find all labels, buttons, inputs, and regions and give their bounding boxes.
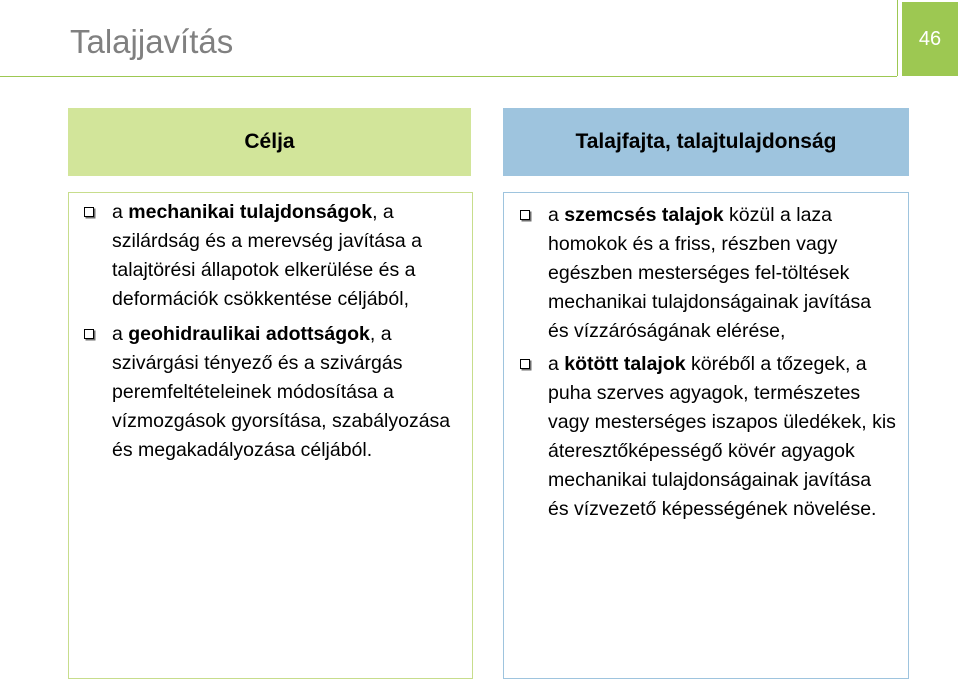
checkbox-bullet-icon [520, 359, 530, 369]
left-bullet-list [69, 193, 472, 465]
list-item [548, 201, 896, 346]
title-divider [0, 76, 897, 77]
left-content-box [68, 192, 473, 679]
item-keyword: szemcsés talajok [564, 204, 724, 226]
checkbox-bullet-icon [520, 210, 530, 220]
item-prefix: a [548, 204, 565, 226]
item-keyword: geohidraulikai adottságok [128, 323, 370, 345]
item-text: közül a laza homokok és a friss, részben vagy egészben mesterséges fel-töltések mechanikai tulajdonságainak javítása és vízzáróságának elérése, [548, 204, 872, 342]
item-prefix: a [548, 353, 565, 375]
page-number-divider [897, 0, 898, 76]
right-content-box [503, 192, 909, 679]
list-item [112, 198, 456, 314]
item-text: , a szilárdság és a merevség javítása a talajtörési állapotok elkerülése és a deformációk csökkentése céljából, [112, 201, 422, 310]
item-text: köréből a tőzegek, a puha szerves agyagok, természetes vagy mesterséges iszapos üledékek, kis áteresztőképességő kövér agyagok mechanikai tulajdonságainak javítása és vízvezető képességének növelése. [548, 353, 896, 520]
item-keyword: mechanikai tulajdonságok [128, 201, 373, 223]
checkbox-bullet-icon [84, 329, 94, 339]
right-bullet-list [504, 193, 908, 524]
slide-title: Talajjavítás [70, 23, 234, 60]
item-keyword: kötött talajok [564, 353, 686, 375]
left-column-header [68, 108, 471, 176]
page-number: 46 [918, 27, 942, 50]
list-item [548, 350, 896, 524]
page-number-badge [902, 2, 958, 76]
item-prefix: a [112, 201, 129, 223]
list-item [112, 320, 456, 465]
right-header-label: Talajfajta, talajtulajdonság [575, 130, 837, 153]
item-prefix: a [112, 323, 129, 345]
checkbox-bullet-icon [84, 207, 94, 217]
item-text: , a szivárgási tényező és a szivárgás peremfeltételeinek módosítása a vízmozgások gyorsítása, szabályozása és megakadályozása céljából. [112, 323, 451, 461]
right-column-header [503, 108, 909, 176]
left-header-label: Célja [244, 130, 295, 153]
